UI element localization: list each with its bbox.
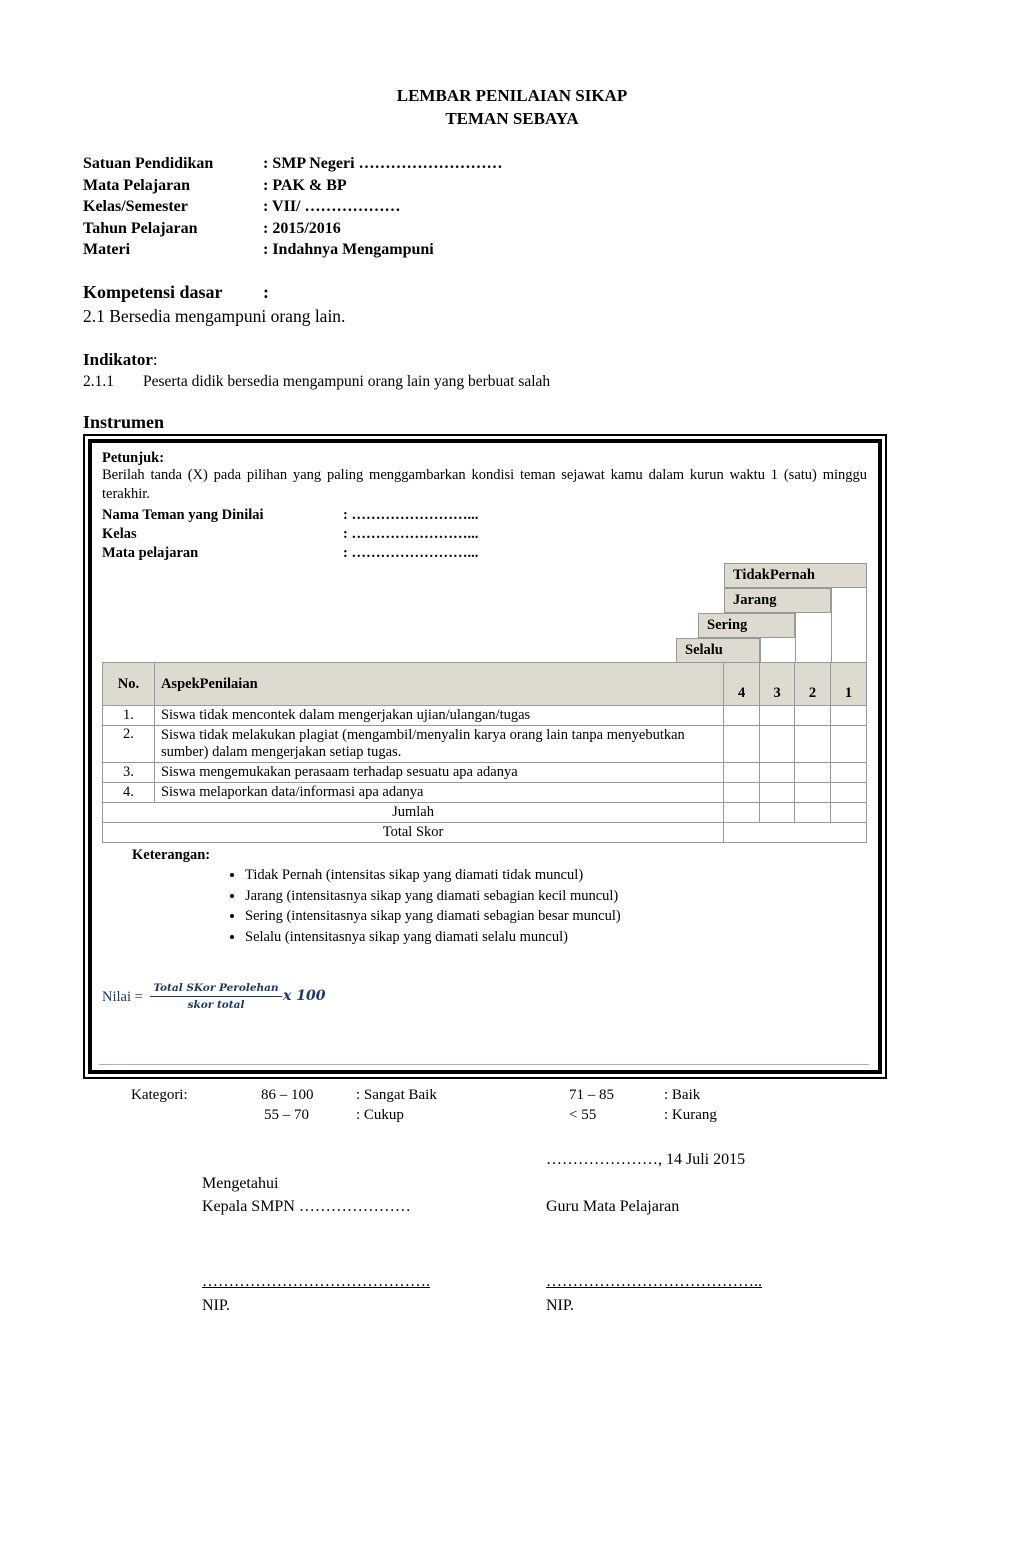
score-cell[interactable] (760, 706, 795, 726)
score-cell[interactable] (831, 763, 867, 783)
col-score: 3 (760, 663, 795, 706)
col-score: 2 (795, 663, 831, 706)
field-key: Nama Teman yang Dinilai (102, 507, 264, 523)
score-cell[interactable] (795, 763, 831, 783)
col-score: 4 (724, 663, 760, 706)
signature-line-right: ………………………………….. (546, 1273, 762, 1290)
scale-sering: Sering (698, 613, 795, 638)
jumlah-label: Jumlah (103, 803, 724, 823)
indikator-heading (83, 350, 158, 370)
frame-divider (99, 1064, 869, 1065)
field-value: : ……………………... (343, 545, 479, 561)
kategori-range: 55 – 70 (264, 1107, 309, 1123)
kategori-desc: : Cukup (356, 1107, 404, 1123)
field-key: Kelas (102, 526, 137, 542)
kategori-range: 71 – 85 (569, 1087, 614, 1103)
score-cell[interactable] (795, 783, 831, 803)
row-no: 3. (103, 763, 155, 783)
meta-key: Mata Pelajaran (83, 176, 191, 194)
field-value: : ……………………... (343, 526, 479, 542)
col-no: No. (103, 663, 155, 706)
jumlah-row (103, 803, 867, 823)
kategori-label: Kategori: (131, 1087, 188, 1103)
kategori-desc: : Kurang (664, 1107, 717, 1123)
row-no: 1. (103, 706, 155, 726)
table-header-row (103, 663, 867, 706)
indikator-label: Indikator (83, 350, 153, 369)
petunjuk-text: Berilah tanda (X) pada pilihan yang paling menggambarkan kondisi teman sejawat kamu dalam kurun waktu 1 (satu) minggu terakhir. (102, 467, 867, 502)
col-score: 1 (831, 663, 867, 706)
col-aspek: AspekPenilaian (154, 663, 723, 706)
indikator-text: Peserta didik bersedia mengampuni orang lain yang berbuat salah (143, 373, 551, 390)
score-cell[interactable] (831, 726, 867, 763)
row-text: Siswa tidak melakukan plagiat (mengambil/menyalin karya orang lain tanpa menyebutkan sumber) dalam mengerjakan setiap tugas. (154, 726, 723, 763)
scale-divider (866, 588, 867, 663)
score-cell[interactable] (831, 783, 867, 803)
scale-divider (760, 638, 761, 663)
score-cell[interactable] (760, 763, 795, 783)
indikator-num: 2.1.1 (83, 373, 114, 390)
scale-divider (831, 588, 832, 663)
table-row (103, 783, 867, 803)
score-cell[interactable] (724, 726, 760, 763)
meta-key: Satuan Pendidikan (83, 155, 214, 172)
nilai-times: x 100 (283, 988, 326, 1004)
signature-date: …………………, 14 Juli 2015 (546, 1151, 746, 1168)
score-cell[interactable] (795, 706, 831, 726)
signature-guru: Guru Mata Pelajaran (546, 1198, 680, 1215)
meta-value: : Indahnya Mengampuni (263, 241, 434, 258)
score-cell[interactable] (724, 803, 760, 823)
scale-divider (795, 613, 796, 663)
meta-key: Tahun Pelajaran (83, 219, 198, 237)
kompetensi-text: 2.1 Bersedia mengampuni orang lain. (83, 306, 346, 326)
score-cell[interactable] (760, 726, 795, 763)
petunjuk-label: Petunjuk: (102, 450, 165, 466)
score-cell[interactable] (831, 803, 867, 823)
assessment-table (102, 662, 867, 843)
table-row (103, 726, 867, 763)
kategori-range: 86 – 100 (261, 1087, 314, 1103)
nilai-denominator: skor total (187, 999, 245, 1011)
total-cell[interactable] (724, 823, 867, 843)
total-row (103, 823, 867, 843)
keterangan-label: Keterangan: (132, 847, 211, 863)
row-text: Siswa melaporkan data/informasi apa adanya (154, 783, 723, 803)
table-row (103, 763, 867, 783)
kompetensi-label: Kompetensi dasar (83, 282, 223, 302)
score-cell[interactable] (795, 803, 831, 823)
row-text: Siswa tidak mencontek dalam mengerjakan ujian/ulangan/tugas (154, 706, 723, 726)
nilai-fraction (150, 982, 282, 1011)
kompetensi-colon: : (263, 282, 269, 302)
score-cell[interactable] (760, 783, 795, 803)
scale-selalu: Selalu (676, 638, 760, 663)
list-item: • Selalu (intensitasnya sikap yang diamati selalu muncul) (245, 927, 621, 948)
score-cell[interactable] (724, 763, 760, 783)
total-label: Total Skor (103, 823, 724, 843)
instrumen-label: Instrumen (83, 412, 165, 432)
nilai-numerator: Total SKor Perolehan (150, 982, 282, 997)
score-cell[interactable] (831, 706, 867, 726)
score-cell[interactable] (724, 706, 760, 726)
list-item: • Sering (intensitasnya sikap yang diamati sebagian besar muncul) (245, 906, 621, 927)
kategori-desc: : Baik (664, 1087, 701, 1103)
nip-right: NIP. (546, 1297, 575, 1314)
meta-value: : VII/ ……………… (263, 198, 401, 215)
keterangan-list (223, 865, 621, 947)
field-value: : ……………………... (343, 507, 479, 523)
score-cell[interactable] (760, 803, 795, 823)
row-no: 4. (103, 783, 155, 803)
signature-kepala: Kepala SMPN ………………… (202, 1198, 411, 1215)
doc-subtitle: TEMAN SEBAYA (445, 109, 579, 128)
meta-value: : SMP Negeri ……………………… (263, 155, 503, 172)
field-key: Mata pelajaran (102, 545, 199, 561)
row-no: 2. (103, 726, 155, 763)
meta-key: Kelas/Semester (83, 198, 188, 215)
signature-line-left: ……………………………………. (202, 1273, 430, 1290)
score-cell[interactable] (795, 726, 831, 763)
indikator-colon: : (152, 350, 158, 369)
scale-tidak-pernah: TidakPernah (724, 563, 867, 588)
doc-title: LEMBAR PENILAIAN SIKAP (396, 86, 628, 105)
list-item: • Jarang (intensitasnya sikap yang diamati sebagian kecil muncul) (245, 886, 621, 907)
meta-value: : PAK & BP (263, 176, 347, 194)
nip-left: NIP. (202, 1297, 231, 1314)
kategori-desc: : Sangat Baik (356, 1087, 437, 1103)
meta-key: Materi (83, 241, 131, 258)
nilai-label: Nilai = (102, 989, 143, 1005)
scale-jarang: Jarang (724, 588, 831, 613)
meta-value: : 2015/2016 (263, 219, 341, 237)
row-text: Siswa mengemukakan perasaam terhadap sesuatu apa adanya (154, 763, 723, 783)
signature-mengetahui: Mengetahui (202, 1175, 279, 1192)
list-item: • Tidak Pernah (intensitas sikap yang diamati tidak muncul) (245, 865, 621, 886)
table-row (103, 706, 867, 726)
kategori-range: < 55 (569, 1107, 597, 1123)
score-cell[interactable] (724, 783, 760, 803)
meta-block (83, 153, 683, 263)
